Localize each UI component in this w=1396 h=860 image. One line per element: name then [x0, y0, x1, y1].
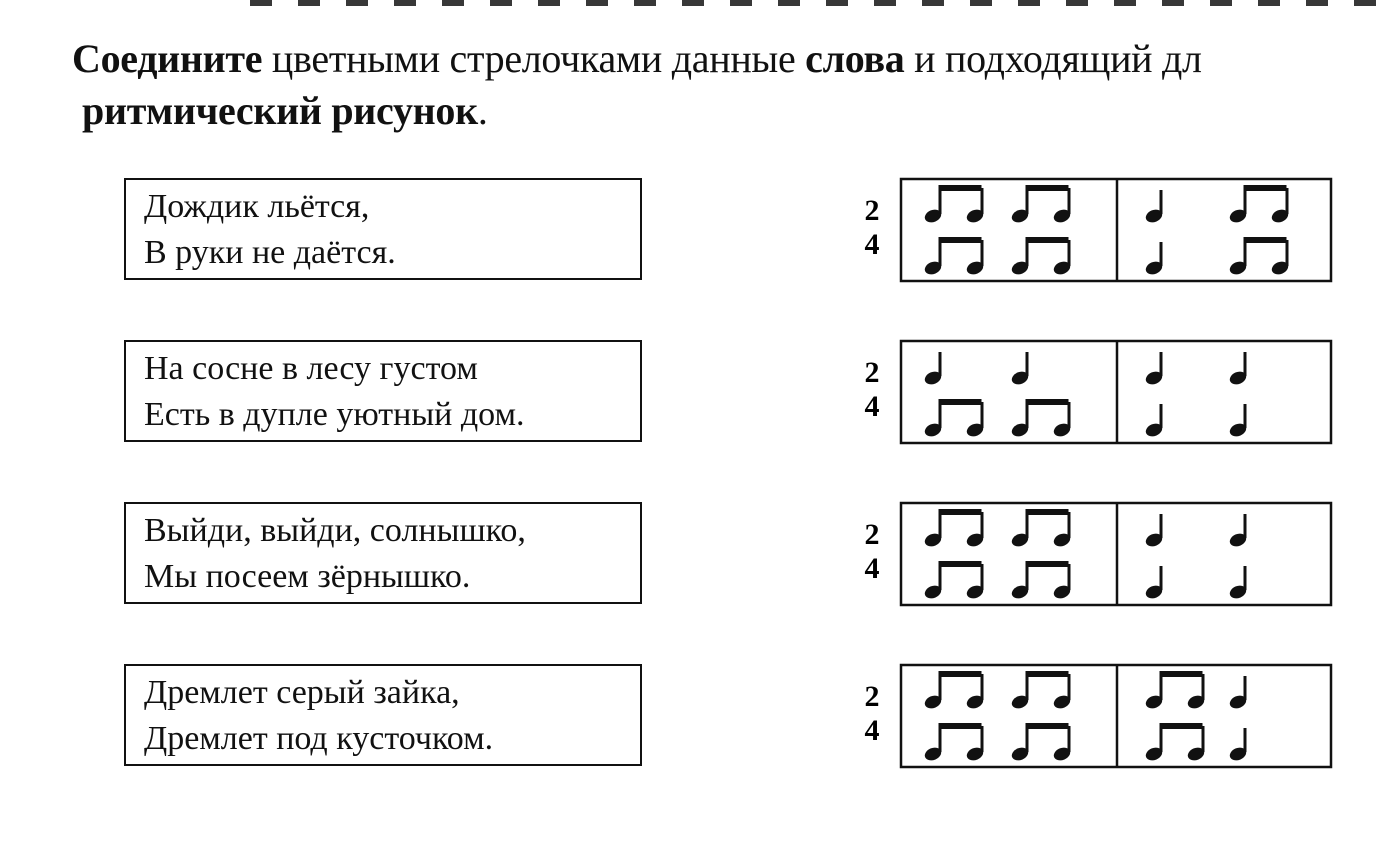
- note-beam: [939, 399, 982, 405]
- note-beam: [1026, 399, 1069, 405]
- quarter-note: [923, 352, 943, 387]
- quarter-note: [1228, 514, 1248, 549]
- quarter-note: [1144, 190, 1164, 225]
- eighth-note-pair: [923, 399, 985, 439]
- note-beam: [939, 723, 982, 729]
- instruction-line-2: [72, 88, 1396, 134]
- poem-line: Дремлет под кусточком.: [144, 720, 494, 757]
- quarter-note: [1010, 352, 1030, 387]
- note-beam: [1026, 509, 1069, 515]
- eighth-note-pair: [923, 185, 985, 225]
- eighth-note-pair: [1144, 671, 1206, 711]
- poem-line: Мы посеем зёрнышко.: [144, 558, 471, 595]
- instruction-period: .: [477, 88, 488, 133]
- quarter-note: [1228, 676, 1248, 711]
- quarter-note: [1144, 514, 1164, 549]
- poem-line: Дождик льётся,: [144, 188, 370, 225]
- note-beam: [1244, 237, 1287, 243]
- note-beam: [939, 185, 982, 191]
- instruction-bold-words: слова: [805, 36, 905, 81]
- eighth-note-pair: [1010, 723, 1072, 763]
- quarter-note: [1228, 566, 1248, 601]
- eighth-note-pair: [1228, 185, 1290, 225]
- eighth-note-pair: [923, 561, 985, 601]
- note-beam: [1026, 561, 1069, 567]
- quarter-note: [1144, 242, 1164, 277]
- quarter-note: [1228, 404, 1248, 439]
- note-beam: [1244, 185, 1287, 191]
- time-signature-top: 2: [864, 680, 880, 713]
- time-signature-top: 2: [864, 194, 880, 227]
- time-signature-top: 2: [864, 518, 880, 551]
- note-beam: [939, 509, 982, 515]
- note-beam: [939, 671, 982, 677]
- note-beam: [1026, 237, 1069, 243]
- eighth-note-pair: [1228, 237, 1290, 277]
- poem-line: Выйди, выйди, солнышко,: [144, 512, 526, 549]
- rhythm-pattern-4[interactable]: [858, 662, 1338, 770]
- rhythm-svg: [858, 500, 1338, 608]
- poem-line: Есть в дупле уютный дом.: [144, 396, 525, 433]
- rhythm-pattern-1[interactable]: [858, 176, 1338, 284]
- eighth-note-pair: [1010, 399, 1072, 439]
- instruction-line-1: [72, 36, 1396, 82]
- note-beam: [1026, 185, 1069, 191]
- eighth-note-pair: [923, 671, 985, 711]
- eighth-note-pair: [1010, 185, 1072, 225]
- eighth-note-pair: [923, 509, 985, 549]
- quarter-note: [1144, 404, 1164, 439]
- rhythm-svg: [858, 662, 1338, 770]
- eighth-note-pair: [1010, 671, 1072, 711]
- time-signature-top: 2: [864, 356, 880, 389]
- instruction-bold-rhythm: ритмический рисунок: [82, 88, 478, 133]
- poem-line: На сосне в лесу густом: [144, 350, 478, 387]
- instruction-bold-connect: Соедините: [72, 36, 263, 81]
- quarter-note: [1228, 352, 1248, 387]
- note-beam: [939, 237, 982, 243]
- task-instruction: [72, 36, 1396, 134]
- instruction-text-a: цветными стрелочками данные: [262, 36, 806, 81]
- note-beam: [939, 561, 982, 567]
- rhythm-svg: [858, 338, 1338, 446]
- time-signature-bottom: 4: [864, 552, 880, 585]
- time-signature-bottom: 4: [864, 228, 880, 261]
- eighth-note-pair: [923, 723, 985, 763]
- eighth-note-pair: [1144, 723, 1206, 763]
- quarter-note: [1144, 566, 1164, 601]
- top-cropped-text-line: [250, 0, 1396, 6]
- rhythm-pattern-2[interactable]: [858, 338, 1338, 446]
- poem-line: Дремлет серый зайка,: [144, 674, 460, 711]
- time-signature-bottom: 4: [864, 390, 880, 423]
- rhythm-pattern-3[interactable]: [858, 500, 1338, 608]
- poem-box-3[interactable]: [124, 502, 642, 604]
- quarter-note: [1228, 728, 1248, 763]
- eighth-note-pair: [1010, 237, 1072, 277]
- eighth-note-pair: [1010, 561, 1072, 601]
- note-beam: [1160, 723, 1203, 729]
- poem-line: В руки не даётся.: [144, 234, 396, 271]
- quarter-note: [1144, 352, 1164, 387]
- poem-box-1[interactable]: [124, 178, 642, 280]
- rhythm-svg: [858, 176, 1338, 284]
- instruction-text-b: и подходящий дл: [904, 36, 1202, 81]
- note-beam: [1026, 723, 1069, 729]
- poem-box-4[interactable]: [124, 664, 642, 766]
- poem-box-2[interactable]: [124, 340, 642, 442]
- eighth-note-pair: [923, 237, 985, 277]
- note-beam: [1026, 671, 1069, 677]
- time-signature-bottom: 4: [864, 714, 880, 747]
- eighth-note-pair: [1010, 509, 1072, 549]
- note-beam: [1160, 671, 1203, 677]
